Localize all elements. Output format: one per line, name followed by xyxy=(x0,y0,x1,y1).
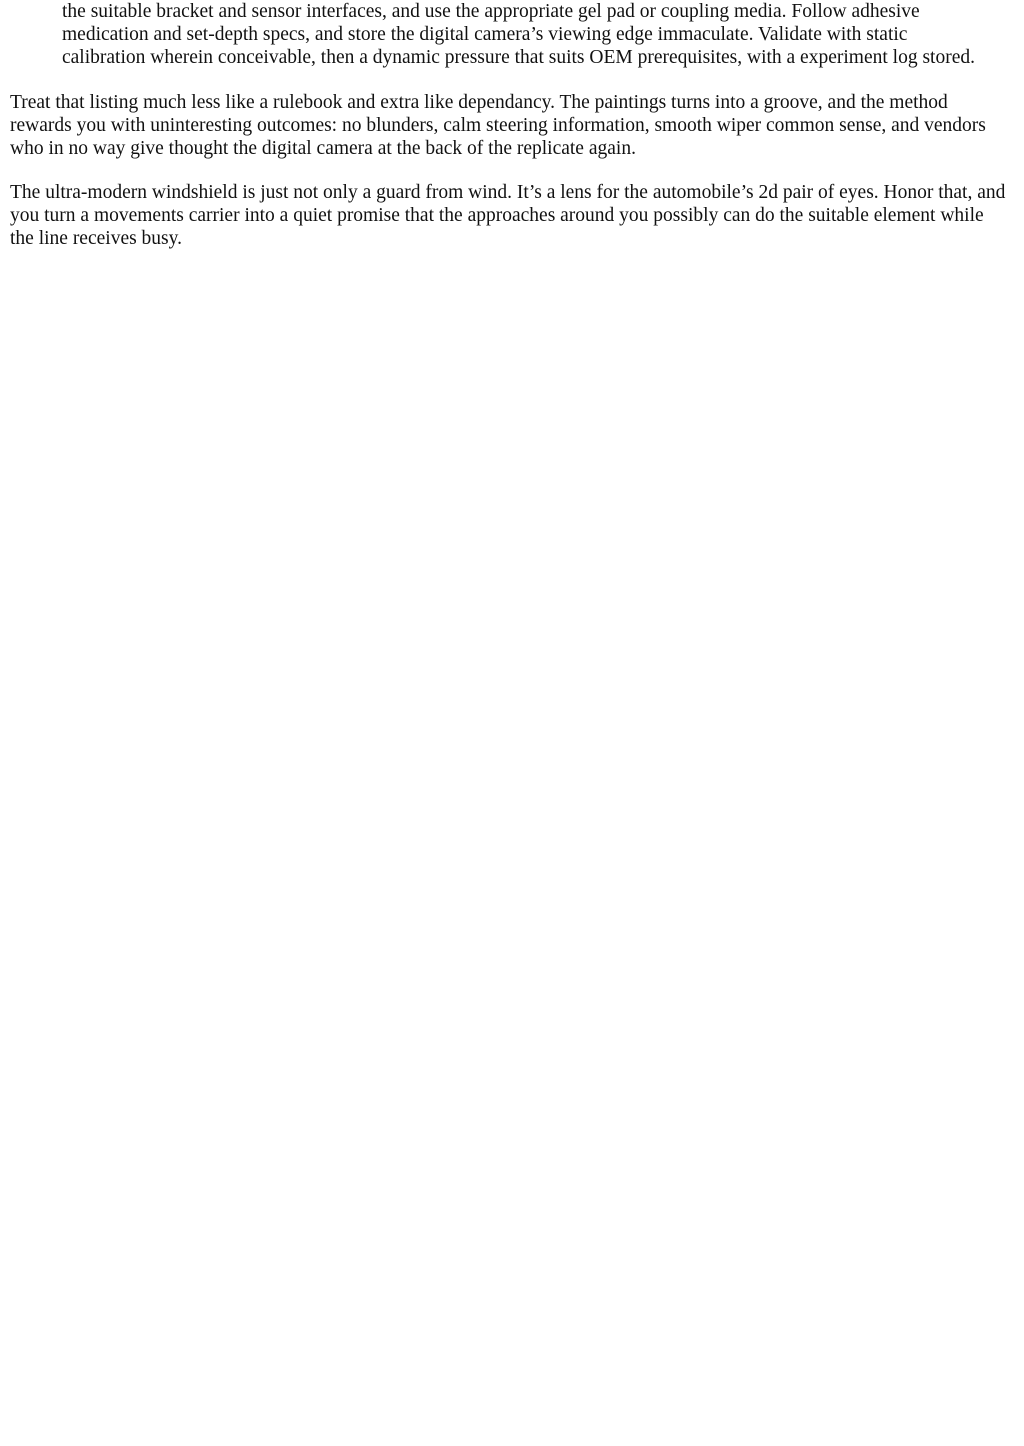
paragraph-windshield-lens: The ultra-modern windshield is just not only a guard from wind. It’s a lens for the automobile’s 2d pair of eyes. Honor that, and you turn a movements carrier into a quiet promise that the approaches around you possibly can do the suitable element while the line receives busy. xyxy=(10,182,1006,249)
list-item-continuation: the suitable bracket and sensor interfaces, and use the appropriate gel pad or coupling media. Follow adhesive medication and set-depth specs, and store the digital camera’s viewing edge immaculate. Validate with static calibration wherein conceivable, then a dynamic pressure that suits OEM prerequisites, with a experiment log stored. xyxy=(62,1,975,68)
paragraph-checklist-habit: Treat that listing much less like a rulebook and extra like dependancy. The paintings turns into a groove, and the method rewards you with uninteresting outcomes: no blunders, calm steering information, smooth wiper common sense, and vendors who in no way give thought the digital camera at the back of the replicate again. xyxy=(10,92,986,159)
article-body xyxy=(10,0,1010,250)
